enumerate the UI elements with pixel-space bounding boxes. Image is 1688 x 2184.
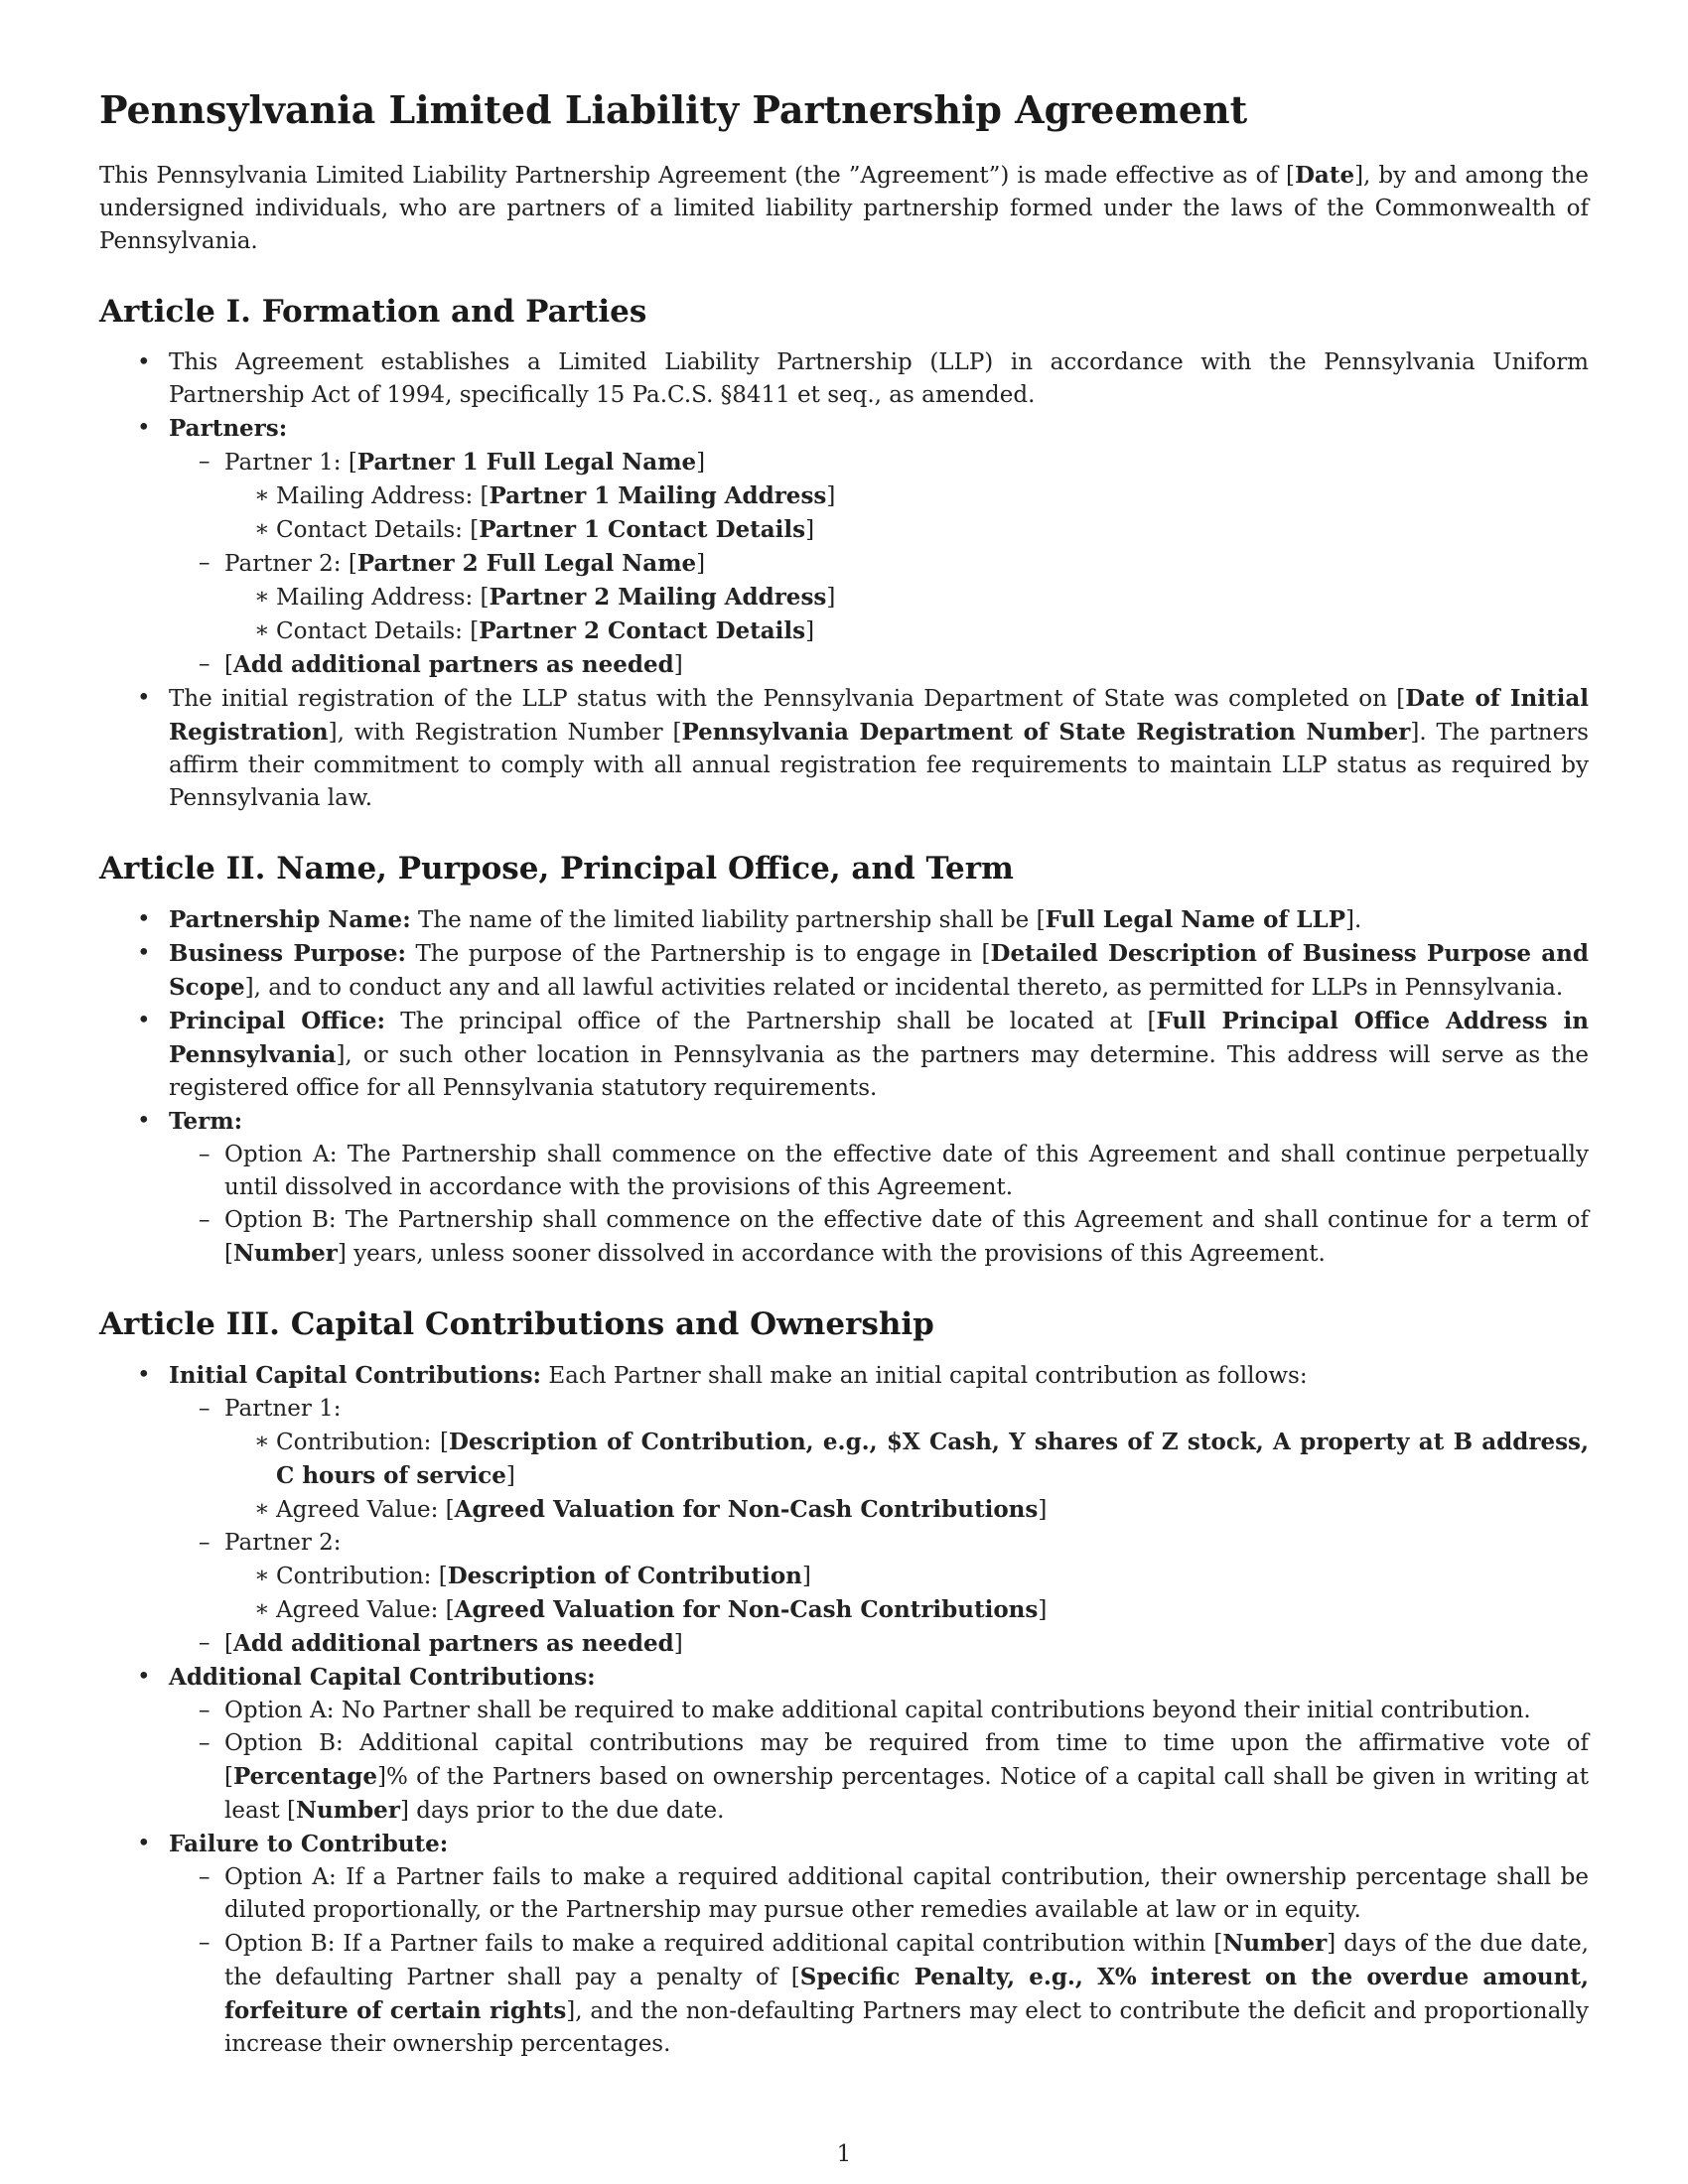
option-item: [169, 1927, 1589, 2061]
placeholder-field: Specific Penalty, e.g., X% interest on the overdue amount, forfeiture of certain rights: [224, 1964, 1589, 2025]
list-item: [99, 937, 1589, 1005]
partner-label: Partner 1:: [224, 1396, 342, 1423]
option-text: ] days prior to the due date.: [399, 1798, 725, 1825]
bullet-marker: •: [137, 939, 151, 966]
bullet-marker: •: [137, 1831, 151, 1857]
list-item-text: ], and to conduct any and all lawful activities related or incidental thereto, as permitted for LLPs in Pennsylvania.: [244, 974, 1564, 1001]
partners-label: Partners:: [169, 414, 288, 442]
dash-marker: –: [199, 650, 211, 677]
bullet-marker: •: [137, 348, 151, 375]
star-marker: ∗: [254, 515, 270, 542]
dash-marker: –: [199, 1530, 211, 1557]
partner-label: Partner 1: [: [224, 449, 357, 476]
add-partners-item: – [Add additional partners as needed]: [169, 1627, 1589, 1661]
item-label: Principal Office:: [169, 1007, 386, 1034]
placeholder-field: Partner 1 Full Legal Name: [356, 448, 697, 476]
placeholder-field: Agreed Valuation for Non-Cash Contributions: [454, 1496, 1039, 1524]
article-1-heading: Article I. Formation and Parties: [99, 293, 647, 330]
partner-label: Partner 2:: [224, 1530, 342, 1557]
bullet-marker: •: [137, 905, 151, 932]
option-item: [169, 1727, 1589, 1828]
list-item: [99, 412, 1589, 682]
list-item-text: ]. The partners affirm their commitment to comply with all annual registration fee requirements to maintain LLP status as required by Pennsylvania law.: [169, 719, 1589, 811]
list-item: [99, 1005, 1589, 1105]
dash-marker: –: [199, 1396, 211, 1423]
detail-item: ∗ Agreed Value: [Agreed Valuation for Non-Cash Contributions]: [224, 1493, 1589, 1527]
initial-contributions-list: [169, 1393, 1589, 1661]
document-title: Pennsylvania Limited Liability Partnership Agreement: [99, 87, 1248, 132]
option-text: ]% of the Partners based on ownership percentages. Notice of a capital call shall be given in writing at least [: [224, 1764, 1589, 1825]
document-page: [99, 87, 1589, 2061]
bullet-marker: •: [137, 1362, 151, 1389]
option-text: Option B: The Partnership shall commence on the effective date of this Agreement and shall continue for a term of [: [224, 1206, 1589, 1267]
placeholder-field: Partner 1 Contact Details: [479, 515, 806, 543]
item-label: Additional Capital Contributions:: [169, 1664, 596, 1692]
placeholder-field: Partner 2 Full Legal Name: [356, 549, 697, 577]
detail-item: ∗ Agreed Value: [Agreed Valuation for Non-Cash Contributions]: [224, 1593, 1589, 1627]
list-item-text: ], with Registration Number [: [328, 719, 682, 746]
placeholder-date: Date: [1294, 161, 1355, 189]
option-text: Option A: If a Partner fails to make a required additional capital contribution, their ownership percentage shall be diluted proportionally, or the Partnership may pursue other remedies available at law or in equity.: [224, 1864, 1589, 1924]
list-item-text: The principal office of the Partnership shall be located at [: [385, 1008, 1157, 1034]
placeholder-field: Number: [296, 1797, 400, 1825]
option-item: [169, 1861, 1589, 1927]
placeholder-field: Partner 1 Mailing Address: [489, 481, 827, 509]
placeholder-field: Full Legal Name of LLP: [1045, 905, 1346, 933]
item-label: Partnership Name:: [169, 905, 411, 933]
intro-text: This Pennsylvania Limited Liability Partnership Agreement (the ”Agreement”) is made effective as of [: [99, 162, 1295, 189]
add-partners-item: – [Add additional partners as needed]: [169, 648, 1589, 682]
placeholder-field: Description of Contribution: [447, 1563, 802, 1590]
placeholder-field: Number: [1222, 1930, 1328, 1958]
detail-item: ∗ Mailing Address: [Partner 2 Mailing Address]: [224, 581, 1589, 614]
failure-options: [169, 1861, 1589, 2061]
placeholder-field: Partner 2 Contact Details: [479, 616, 806, 644]
placeholder-field: Pennsylvania Department of State Registration Number: [681, 718, 1411, 746]
partners-list: [169, 446, 1589, 682]
placeholder-field: Percentage: [232, 1763, 378, 1791]
detail-label: Mailing Address: [: [276, 584, 490, 611]
intro-text: ], by and among the undersigned individuals, who are partners of a limited liability partnership formed under the laws of the Commonwealth of Pennsylvania.: [99, 162, 1589, 254]
detail-label: Contribution: [: [276, 1564, 448, 1590]
bullet-marker: •: [137, 1007, 151, 1033]
detail-label: Agreed Value: [: [276, 1597, 455, 1624]
option-text: ] days of the due date, the defaulting Partner shall pay a penalty of [: [224, 1931, 1589, 1991]
placeholder-field: Partner 2 Mailing Address: [489, 583, 827, 611]
item-label: Business Purpose:: [169, 939, 406, 967]
partner-2-item: – Partner 2: [Partner 2 Full Legal Name] ∗ Mailing Address: [Partner 2 Mailing Address] ∗ Contact Details: [Partner 2 Contact Details]: [169, 547, 1589, 648]
bullet-marker: •: [137, 684, 151, 711]
placeholder-field: Date of Initial Registration: [169, 684, 1589, 746]
dash-marker: –: [199, 1930, 211, 1957]
detail-item: ∗ Contact Details: [Partner 1 Contact Details]: [224, 513, 1589, 547]
list-item: [99, 346, 1589, 412]
option-item: [169, 1204, 1589, 1271]
partner-1-item: [169, 1393, 1589, 1527]
detail-item: ∗ Mailing Address: [Partner 1 Mailing Address]: [224, 479, 1589, 513]
placeholder-field: Full Principal Office Address in Pennsylvania: [169, 1007, 1589, 1068]
article-3-list: [99, 1359, 1589, 2061]
list-item: [99, 1828, 1589, 2061]
star-marker: ∗: [254, 616, 270, 643]
list-item: [99, 1661, 1589, 1828]
article-3-heading: Article III. Capital Contributions and Ownership: [99, 1305, 934, 1342]
page-number: 1: [836, 2141, 852, 2167]
list-item: [99, 682, 1589, 815]
article-2-list: [99, 903, 1589, 1271]
option-text: ] years, unless sooner dissolved in accordance with the provisions of this Agreement.: [337, 1240, 1326, 1267]
list-item: [99, 1359, 1589, 1661]
list-item-text: The name of the limited liability partnership shall be [: [410, 906, 1046, 933]
dash-marker: –: [199, 549, 211, 576]
option-item: [169, 1139, 1589, 1204]
detail-item: ∗ Contribution: [Description of Contribution]: [224, 1560, 1589, 1593]
star-marker: ∗: [254, 583, 270, 610]
option-item: [169, 1695, 1589, 1727]
dash-marker: –: [199, 1141, 211, 1167]
partner-2-contribution: [224, 1560, 1589, 1627]
list-item-text: The purpose of the Partnership is to engage in [: [405, 940, 991, 967]
dash-marker: –: [199, 1206, 211, 1233]
detail-label: Contact Details: [: [276, 617, 480, 644]
detail-label: Agreed Value: [: [276, 1497, 455, 1524]
dash-marker: –: [199, 1730, 211, 1757]
placeholder-field: Add additional partners as needed: [232, 1630, 674, 1658]
placeholder-field: Detailed Description of Business Purpose and Scope: [169, 939, 1589, 1001]
star-marker: ∗: [254, 1596, 270, 1623]
term-options: [169, 1139, 1589, 1271]
bullet-marker: •: [137, 1664, 151, 1691]
item-label: Failure to Contribute:: [169, 1831, 449, 1858]
placeholder-field: Description of Contribution, e.g., $X Cash, Y shares of Z stock, A property at B address, C hours of service: [276, 1429, 1589, 1490]
star-marker: ∗: [254, 1429, 270, 1455]
placeholder-field: Number: [232, 1239, 338, 1267]
dash-marker: –: [199, 448, 211, 475]
detail-label: Contribution: [: [276, 1430, 449, 1456]
list-item-text: ], or such other location in Pennsylvania as the partners may determine. This address will serve as the registered office for all Pennsylvania statutory requirements.: [169, 1041, 1589, 1101]
bullet-marker: •: [137, 414, 151, 441]
detail-item: ∗ Contribution: [Description of Contribution, e.g., $X Cash, Y shares of Z stock, A property at B address, C hours of service]: [224, 1426, 1589, 1493]
option-text: Option B: Additional capital contributions may be required from time to time upon the affirmative vote of [: [224, 1730, 1589, 1791]
partner-2-item: [169, 1527, 1589, 1627]
dash-marker: –: [199, 1864, 211, 1891]
bullet-marker: •: [137, 1107, 151, 1134]
placeholder-field: Add additional partners as needed: [232, 650, 674, 678]
additional-contributions-options: [169, 1695, 1589, 1828]
partner-1-details: [224, 479, 1589, 547]
list-item: [99, 903, 1589, 937]
star-marker: ∗: [254, 1496, 270, 1523]
dash-marker: –: [199, 1698, 211, 1724]
item-label: Initial Capital Contributions:: [169, 1362, 542, 1390]
detail-label: Mailing Address: [: [276, 482, 490, 509]
list-item-text: This Agreement establishes a Limited Liability Partnership (LLP) in accordance with the Pennsylvania Uniform Partnership Act of 1994, specifically 15 Pa.C.S. §8411 et seq., as amended.: [169, 348, 1589, 408]
item-label: Term:: [169, 1107, 243, 1135]
partner-1-item: – Partner 1: [Partner 1 Full Legal Name] ∗ Mailing Address: [Partner 1 Mailing Address] ∗ Contact Details: [Partner 1 Contact Details]: [169, 446, 1589, 547]
list-item-text: ].: [1345, 906, 1362, 933]
intro-paragraph: [99, 159, 1589, 258]
list-item-text: Each Partner shall make an initial capital contribution as follows:: [541, 1363, 1308, 1390]
partner-label: Partner 2: [: [224, 550, 357, 577]
option-text: ], and the non-defaulting Partners may elect to contribute the deficit and proportionally increase their ownership percentages.: [224, 1998, 1589, 2058]
article-2-heading: Article II. Name, Purpose, Principal Office, and Term: [99, 850, 1014, 887]
article-1-list: [99, 346, 1589, 815]
dash-marker: –: [199, 1630, 211, 1657]
detail-item: ∗ Contact Details: [Partner 2 Contact Details]: [224, 614, 1589, 648]
option-text: Option A: No Partner shall be required to make additional capital contributions beyond their initial contribution.: [224, 1698, 1531, 1724]
option-text: Option A: The Partnership shall commence on the effective date of this Agreement and shall continue perpetually until dissolved in accordance with the provisions of this Agreement.: [224, 1141, 1589, 1200]
detail-label: Contact Details: [: [276, 516, 480, 543]
placeholder-field: Agreed Valuation for Non-Cash Contributions: [454, 1596, 1039, 1624]
list-item-text: The initial registration of the LLP status with the Pennsylvania Department of State was completed on [: [169, 685, 1406, 712]
star-marker: ∗: [254, 481, 270, 508]
option-text: Option B: If a Partner fails to make a required additional capital contribution within [: [224, 1931, 1223, 1958]
partner-1-contribution: [224, 1426, 1589, 1527]
list-item: [99, 1105, 1589, 1271]
partner-2-details: [224, 581, 1589, 648]
star-marker: ∗: [254, 1563, 270, 1589]
